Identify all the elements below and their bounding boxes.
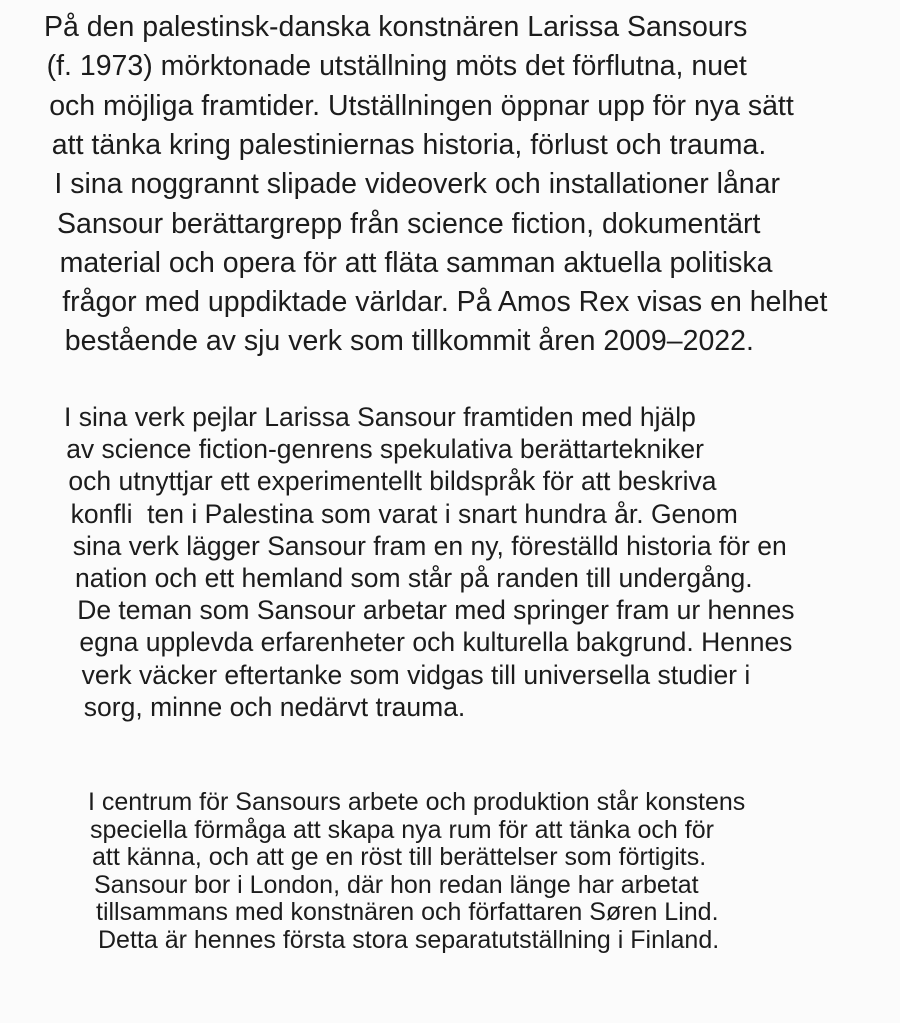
text-line: material och opera för att fläta samman aktuella politiska	[59, 246, 773, 279]
text-line: I sina noggrannt slipade videoverk och installationer lånar	[54, 168, 780, 201]
text-line: Sansour berättargrepp från science fiction, dokumentärt	[57, 207, 761, 240]
text-line: att känna, och att ge en röst till berättelser som förtigits.	[92, 843, 707, 871]
text-line: och möjliga framtider. Utställningen öppnar upp för nya sätt	[49, 89, 794, 122]
text-line: sorg, minne och nedärvt trauma.	[83, 691, 466, 722]
text-line: I centrum för Sansours arbete och produktion står konstens	[88, 788, 746, 816]
text-line: egna upplevda erfarenheter och kulturella bakgrund. Hennes	[79, 627, 793, 658]
text-line: bestående av sju verk som tillkommit åren 2009–2022.	[64, 325, 754, 358]
text-line: verk väcker eftertanke som vidgas till universella studier i	[81, 659, 751, 690]
text-line: (f. 1973) mörktonade utställning möts det förflutna, nuet	[46, 50, 747, 83]
text-line: och utnyttjar ett experimentellt bildspråk för att beskriva	[68, 466, 717, 497]
text-line: Detta är hennes första stora separatutställning i Finland.	[98, 925, 720, 954]
text-line: frågor med uppdiktade världar. På Amos Rex visas en helhet	[62, 286, 828, 319]
text-line: att tänka kring palestiniernas historia, förlust och trauma.	[51, 128, 767, 161]
text-line: konfli ten i Palestina som varat i snart hundra år. Genom	[70, 498, 738, 529]
text-line: nation och ett hemland som står på randen till undergång.	[75, 563, 753, 593]
text-line: sina verk lägger Sansour fram en ny, föreställd historia för en	[72, 530, 787, 561]
text-line: På den palestinsk-danska konstnären Larissa Sansours	[44, 11, 748, 43]
text-line: av science fiction-genrens spekulativa berättartekniker	[66, 434, 704, 465]
text-line: Sansour bor i London, där hon redan länge har arbetat	[94, 870, 699, 899]
text-line: tillsammans med konstnären och författaren Søren Lind.	[96, 898, 719, 926]
text-line: speciella förmåga att skapa nya rum för att tänka och för	[90, 815, 714, 844]
text-line: De teman som Sansour arbetar med springer fram ur hennes	[77, 595, 795, 626]
text-line: I sina verk pejlar Larissa Sansour framtiden med hjälp	[64, 402, 696, 432]
